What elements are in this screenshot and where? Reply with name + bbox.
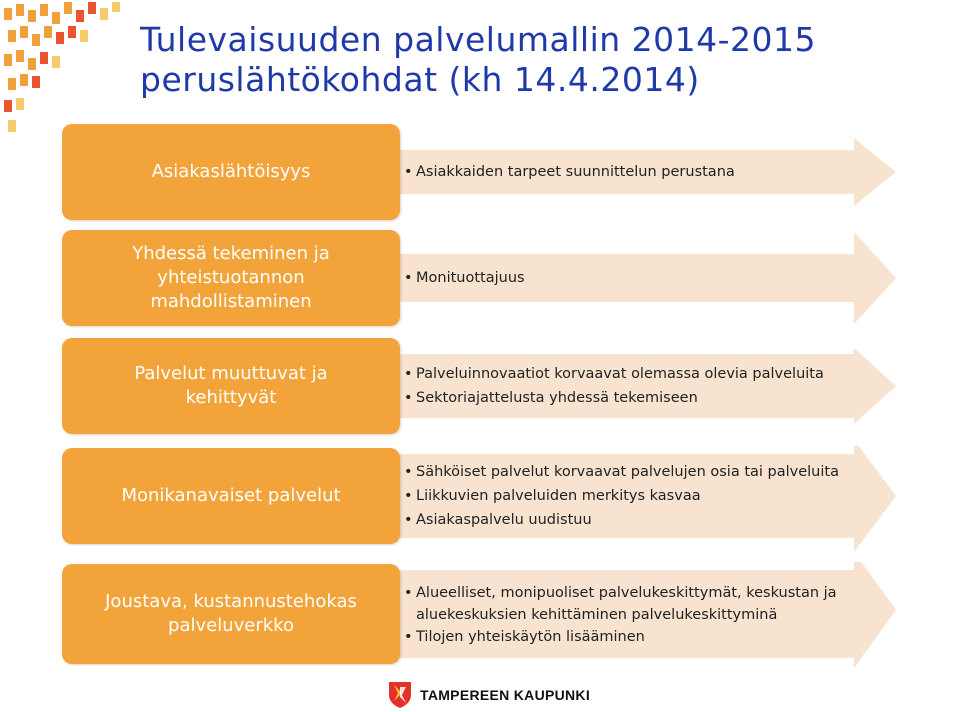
title-line-1: Tulevaisuuden palvelumallin 2014-2015 xyxy=(140,20,817,59)
principle-bullets xyxy=(404,582,866,648)
footer-logo-text: TAMPEREEN KAUPUNKI xyxy=(420,687,591,703)
bullet-item: • Sähköiset palvelut korvaavat palvelujen osia tai palveluita xyxy=(404,460,839,484)
principle-row xyxy=(0,562,960,666)
principle-box xyxy=(62,230,400,326)
principle-bullets xyxy=(404,362,824,410)
bullet-item: • Asiakkaiden tarpeet suunnittelun perustana xyxy=(404,160,735,184)
principle-box xyxy=(62,564,400,664)
principle-row xyxy=(0,230,960,326)
principle-bullets xyxy=(404,266,525,290)
principle-label: Asiakaslähtöisyys xyxy=(151,161,311,182)
principle-row xyxy=(0,338,960,434)
principle-label: Palvelut muuttuvat ja kehittyvät xyxy=(134,363,328,408)
bullet-item: • Liikkuvien palveluiden merkitys kasvaa xyxy=(404,484,839,508)
principle-box xyxy=(62,338,400,434)
tampere-coat-of-arms-icon xyxy=(388,681,412,709)
corner-decoration xyxy=(0,0,140,140)
principle-label: Joustava, kustannustehokas palveluverkko xyxy=(105,591,357,636)
bullet-item: • Tilojen yhteiskäytön lisääminen xyxy=(404,626,866,648)
slide-title xyxy=(140,20,940,100)
principle-row xyxy=(0,124,960,220)
bullet-item: • Alueelliset, monipuoliset palvelukeskittymät, keskustan ja aluekeskuksien kehittäminen palvelukeskittyminä xyxy=(404,582,866,626)
footer-logo xyxy=(388,680,590,710)
title-line-2: peruslähtökohdat (kh 14.4.2014) xyxy=(140,60,700,99)
principle-box xyxy=(62,448,400,544)
bullet-item: • Monituottajuus xyxy=(404,266,525,290)
principle-label: Monikanavaiset palvelut xyxy=(121,485,341,506)
principle-label: Yhdessä tekeminen ja yhteistuotannon mahdollistaminen xyxy=(132,243,330,312)
principle-bullets xyxy=(404,460,839,532)
bullet-item: • Palveluinnovaatiot korvaavat olemassa olevia palveluita xyxy=(404,362,824,386)
principle-row xyxy=(0,446,960,546)
principle-box xyxy=(62,124,400,220)
principle-bullets xyxy=(404,160,735,184)
bullet-item: • Sektoriajattelusta yhdessä tekemiseen xyxy=(404,386,824,410)
bullet-item: • Asiakaspalvelu uudistuu xyxy=(404,508,839,532)
